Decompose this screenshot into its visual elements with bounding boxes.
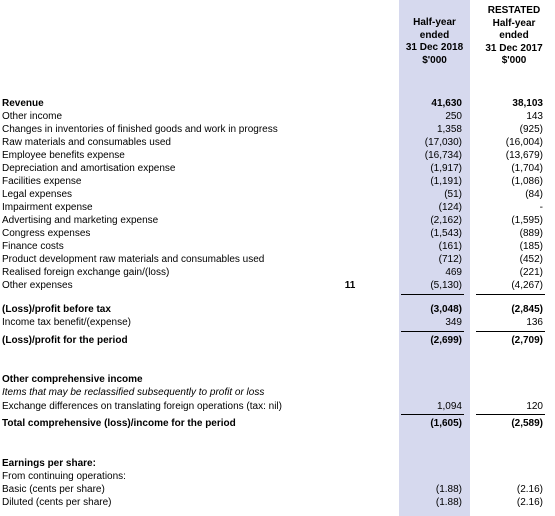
current-income-tax: 349 xyxy=(445,317,462,328)
profit-rule-current xyxy=(401,331,464,332)
row-label-facilities: Facilities expense xyxy=(2,176,82,187)
prior-impairment: - xyxy=(539,202,543,213)
row-label-income-tax: Income tax benefit/(expense) xyxy=(2,317,131,328)
row-label-employee-benefits: Employee benefits expense xyxy=(2,150,125,161)
row-label-fx-gain-loss: Realised foreign exchange gain/(loss) xyxy=(2,267,170,278)
prior-finance-costs: (185) xyxy=(519,241,543,252)
current-header-line2: ended xyxy=(419,29,450,41)
current-period-header xyxy=(399,17,470,67)
prior-income-tax: 136 xyxy=(526,317,543,328)
current-basic-eps: (1.88) xyxy=(435,484,462,495)
note-reference: 11 xyxy=(344,280,356,291)
current-other-expenses: (5,130) xyxy=(430,280,462,291)
prior-header-restated: RESTATED xyxy=(487,5,541,16)
current-exchange-differences: 1,094 xyxy=(436,401,462,412)
current-raw-materials: (17,030) xyxy=(424,137,462,148)
current-profit-before-tax: (3,048) xyxy=(430,304,462,315)
row-label-raw-materials: Raw materials and consumables used xyxy=(2,137,171,148)
prior-inventory-changes: (925) xyxy=(519,124,543,135)
row-label-product-development: Product development raw materials and consumables used xyxy=(2,254,265,265)
current-revenue: 41,630 xyxy=(431,98,462,109)
current-fx-gain-loss: 469 xyxy=(445,267,462,278)
prior-employee-benefits: (13,679) xyxy=(505,150,543,161)
prior-legal: (84) xyxy=(525,189,543,200)
current-congress: (1,543) xyxy=(430,228,462,239)
row-label-legal: Legal expenses xyxy=(2,189,73,200)
row-label-congress: Congress expenses xyxy=(2,228,91,239)
prior-product-development: (452) xyxy=(519,254,543,265)
prior-profit-for-period: (2,709) xyxy=(511,335,543,346)
row-label-basic-eps: Basic (cents per share) xyxy=(2,484,105,495)
current-facilities: (1,191) xyxy=(430,176,462,187)
prior-facilities: (1,086) xyxy=(511,176,543,187)
row-label-exchange-differences: Exchange differences on translating foreign operations (tax: nil) xyxy=(2,401,282,412)
row-label-depreciation: Depreciation and amortisation expense xyxy=(2,163,176,174)
current-legal: (51) xyxy=(444,189,462,200)
row-label-reclassified-items: Items that may be reclassified subsequently to profit or loss xyxy=(2,387,265,398)
row-label-profit-for-period: (Loss)/profit for the period xyxy=(2,335,128,346)
prior-fx-gain-loss: (221) xyxy=(519,267,543,278)
row-label-other-expenses: Other expenses xyxy=(2,280,73,291)
current-employee-benefits: (16,734) xyxy=(424,150,462,161)
section-heading-oci: Other comprehensive income xyxy=(2,374,143,385)
row-label-total-comprehensive: Total comprehensive (loss)/income for the period xyxy=(2,418,236,429)
subtotal-rule-current xyxy=(401,294,464,295)
row-label-impairment: Impairment expense xyxy=(2,202,93,213)
row-label-revenue: Revenue xyxy=(2,98,44,109)
prior-total-comprehensive: (2,589) xyxy=(511,418,543,429)
current-inventory-changes: 1,358 xyxy=(436,124,462,135)
prior-header-line1: Half-year xyxy=(492,17,536,29)
prior-raw-materials: (16,004) xyxy=(505,137,543,148)
prior-other-expenses: (4,267) xyxy=(511,280,543,291)
current-header-line3: 31 Dec 2018 xyxy=(405,42,464,53)
current-finance-costs: (161) xyxy=(438,241,462,252)
current-header-line4: $'000 xyxy=(422,54,447,66)
profit-rule-prior xyxy=(476,331,545,332)
row-label-inventory-changes: Changes in inventories of finished goods and work in progress xyxy=(2,124,278,135)
row-label-other-income: Other income xyxy=(2,111,63,122)
prior-basic-eps: (2.16) xyxy=(516,484,543,495)
section-heading-eps: Earnings per share: xyxy=(2,458,96,469)
row-label-advertising: Advertising and marketing expense xyxy=(2,215,159,226)
prior-revenue: 38,103 xyxy=(512,98,543,109)
prior-congress: (889) xyxy=(519,228,543,239)
current-diluted-eps: (1.88) xyxy=(435,497,462,508)
row-label-profit-before-tax: (Loss)/profit before tax xyxy=(2,304,111,315)
current-product-development: (712) xyxy=(438,254,462,265)
prior-profit-before-tax: (2,845) xyxy=(511,304,543,315)
prior-exchange-differences: 120 xyxy=(526,401,543,412)
prior-header-line4: $'000 xyxy=(501,55,527,66)
current-depreciation: (1,917) xyxy=(430,163,462,174)
subtotal-rule-prior xyxy=(476,294,545,295)
current-total-comprehensive: (1,605) xyxy=(430,418,462,429)
current-advertising: (2,162) xyxy=(430,215,462,226)
prior-header-line2: ended xyxy=(499,30,529,41)
prior-depreciation: (1,704) xyxy=(511,163,543,174)
current-impairment: (124) xyxy=(438,202,462,213)
current-profit-for-period: (2,699) xyxy=(430,335,462,346)
prior-advertising: (1,595) xyxy=(511,215,543,226)
prior-diluted-eps: (2.16) xyxy=(516,497,543,508)
row-label-continuing-operations: From continuing operations: xyxy=(2,471,126,482)
prior-period-header xyxy=(476,5,552,68)
row-label-diluted-eps: Diluted (cents per share) xyxy=(2,497,112,508)
row-label-finance-costs: Finance costs xyxy=(2,241,64,252)
current-other-income: 250 xyxy=(445,111,462,122)
prior-other-income: 143 xyxy=(526,111,543,122)
oci-rule-current xyxy=(401,414,464,415)
prior-header-line3: 31 Dec 2017 xyxy=(485,42,543,54)
oci-rule-prior xyxy=(476,414,545,415)
current-header-line1: Half-year xyxy=(413,17,456,28)
